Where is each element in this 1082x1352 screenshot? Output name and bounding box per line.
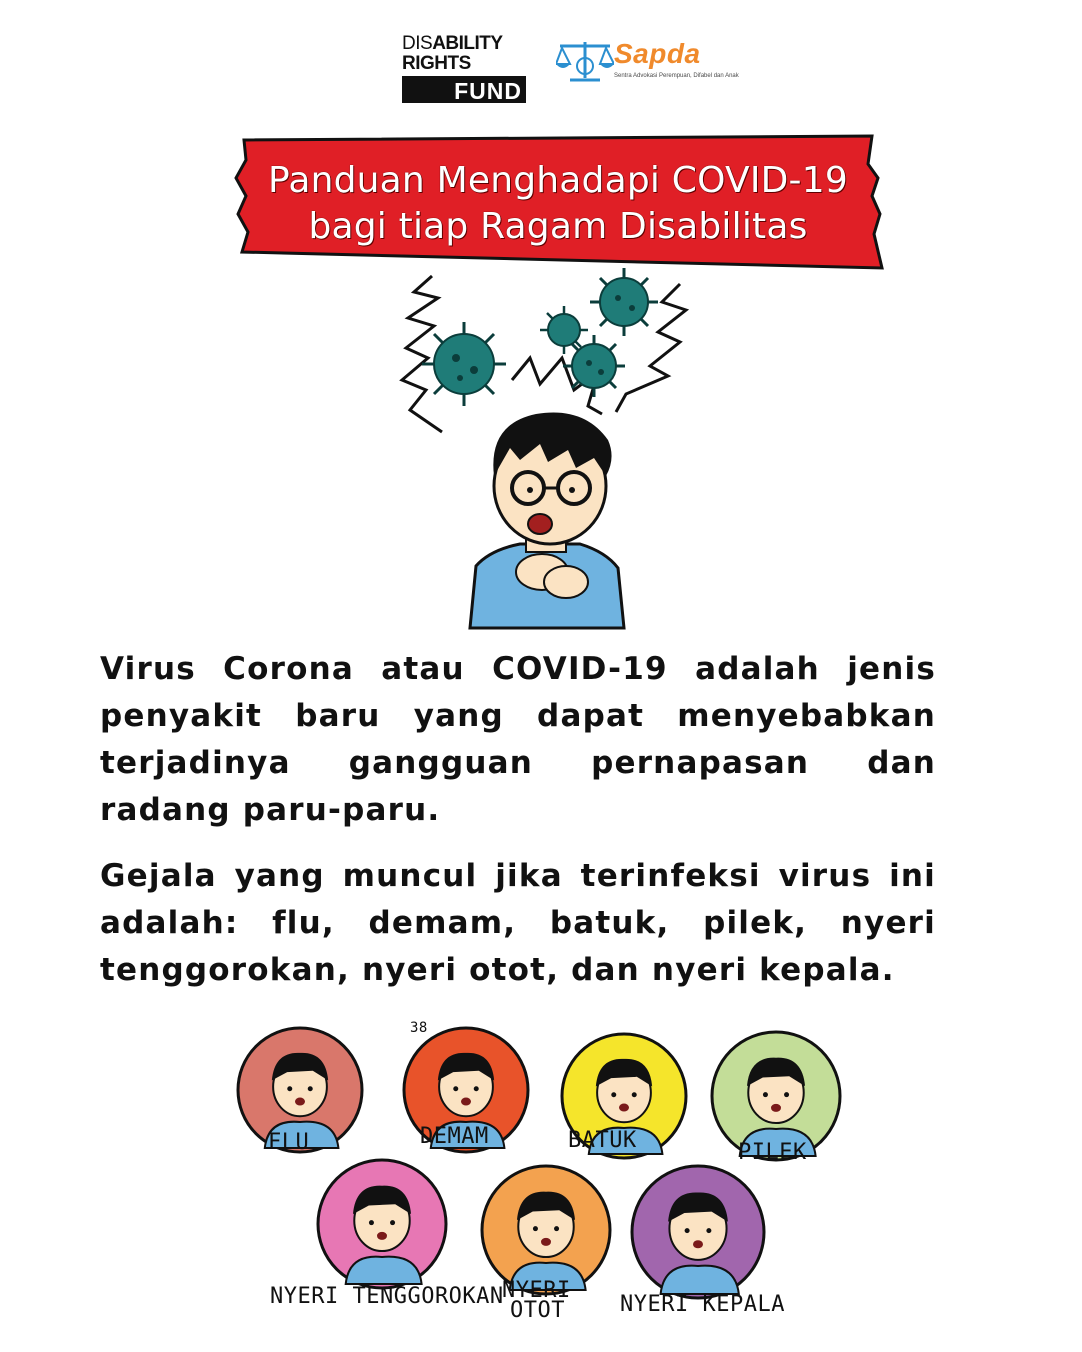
banner-title-line2: bagi tiap Ragam Disabilitas [308, 206, 808, 247]
sapda-logo [556, 38, 739, 90]
virus-icon [422, 322, 506, 406]
symptom-label-line2: OTOT [510, 1298, 565, 1323]
drf-logo-text-dis: DIS [402, 33, 433, 54]
scales-icon [556, 38, 614, 90]
banner-title-line1: Panduan Menghadapi COVID-19 [268, 160, 848, 201]
symptom-label: DEMAM [420, 1124, 489, 1149]
symptom-label: NYERI TENGGOROKAN [270, 1284, 504, 1309]
virus-icon [563, 335, 625, 397]
person-illustration [630, 1164, 766, 1300]
person-illustration [480, 1164, 612, 1296]
virus-icon [540, 306, 588, 354]
thermometer-reading: 38 [410, 1020, 428, 1036]
symptom-label: PILEK [738, 1140, 807, 1165]
disability-rights-fund-logo [402, 34, 526, 104]
symptom-label: BATUK [568, 1128, 637, 1153]
symptom-label: NYERI [502, 1278, 571, 1303]
drf-logo-text-rights: RIGHTS [402, 53, 471, 74]
intro-paragraph: Virus Corona atau COVID-19 adalah jenis penyakit baru yang dapat menyebabkan terjadinya gangguan pernapasan dan radang paru-paru. [100, 651, 936, 828]
symptom-circle-nyeri-kepala [630, 1164, 766, 1300]
symptom-label: FLU [268, 1130, 310, 1155]
symptom-circle-nyeri [480, 1164, 612, 1296]
drf-logo-text-ability: ABILITY [432, 33, 503, 54]
person-illustration [380, 262, 720, 636]
symptom-circle-nyeri-tenggorokan [316, 1158, 448, 1290]
title-banner [232, 134, 884, 270]
symptom-label: NYERI KEPALA [620, 1292, 785, 1317]
drf-logo-text-fund: FUND [454, 78, 522, 104]
virus-icon [590, 268, 658, 336]
sapda-tagline: Sentra Advokasi Perempuan, Difabel dan Anak [614, 73, 739, 79]
person-illustration [316, 1158, 448, 1290]
symptoms-paragraph: Gejala yang muncul jika terinfeksi virus ini adalah: flu, demam, batuk, pilek, nyeri tenggorokan, nyeri otot, dan nyeri kepala. [100, 858, 936, 988]
sapda-wordmark: Sapda [614, 38, 701, 69]
